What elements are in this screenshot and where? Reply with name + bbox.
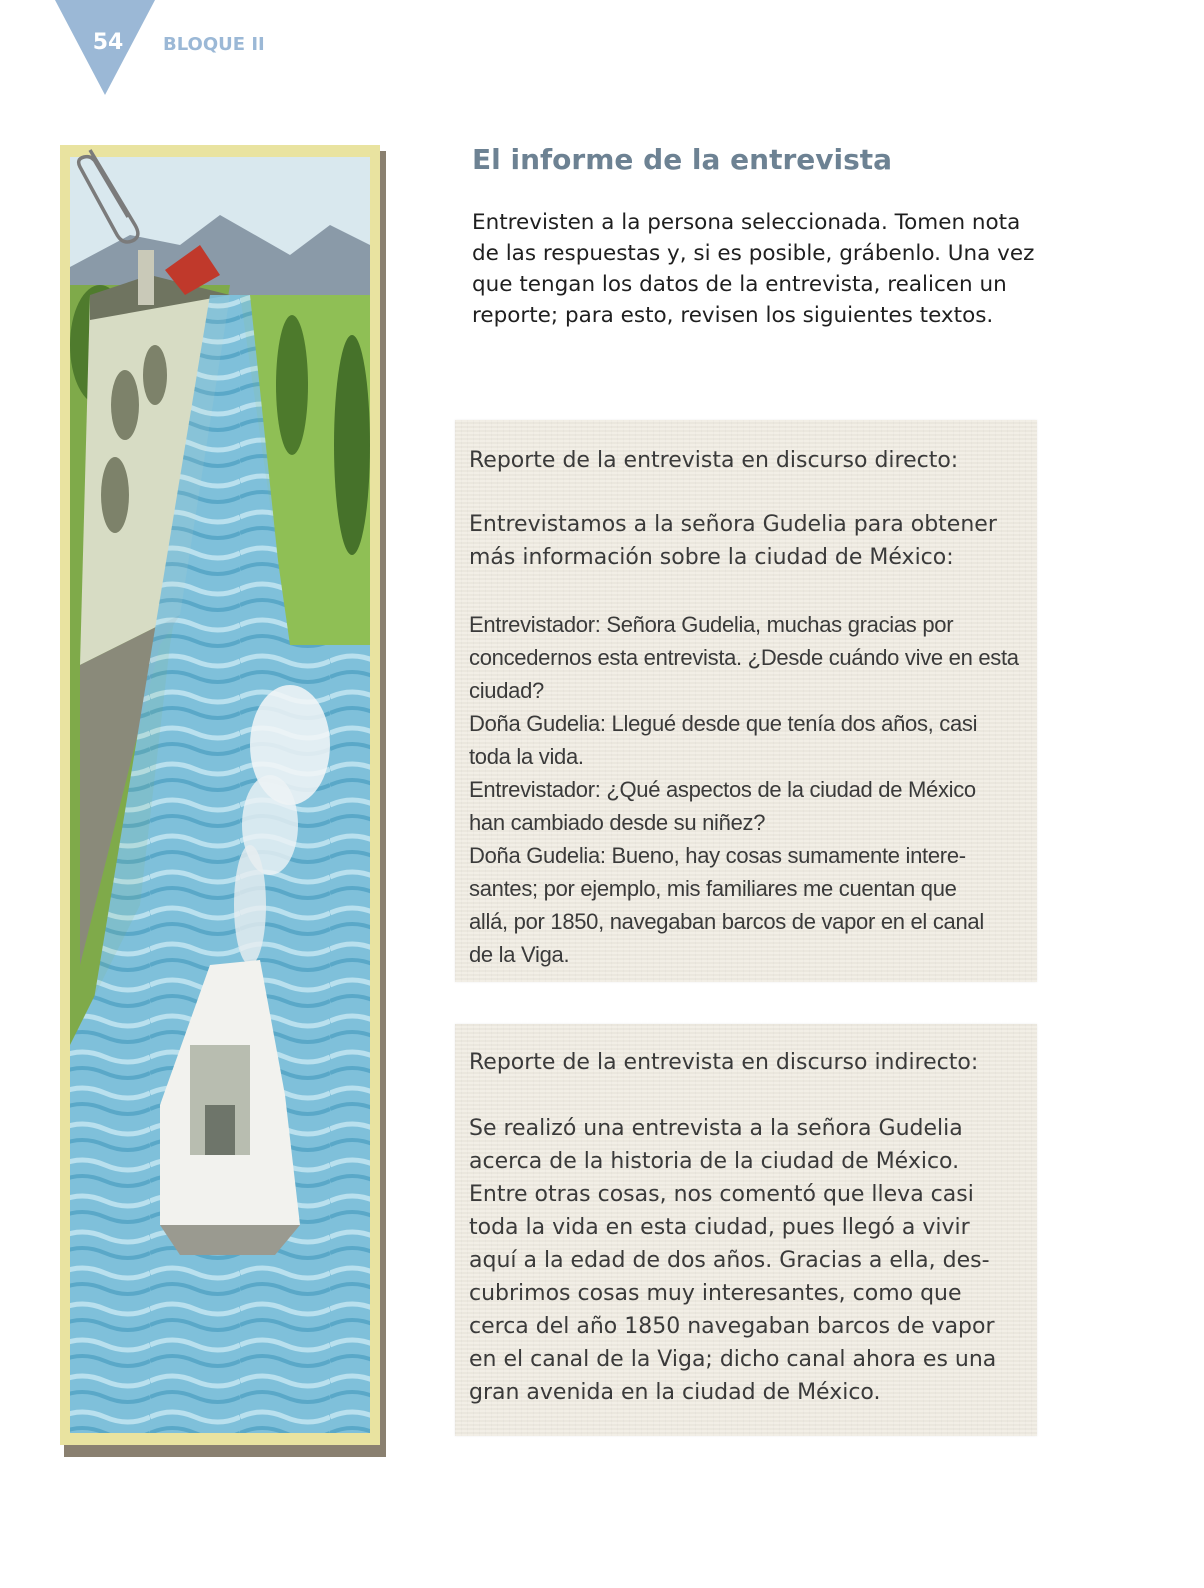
intro-line: reporte; para esto, revisen los siguientes textos. — [472, 303, 994, 328]
header-tab — [0, 0, 170, 100]
body-line: cerca del año 1850 navegaban barcos de vapor — [469, 1314, 995, 1339]
indirect-report-panel — [455, 1024, 1037, 1436]
dialogue-line: Doña Gudelia: Llegué desde que tenía dos años, casi — [469, 711, 978, 736]
body-line: gran avenida en la ciudad de México. — [469, 1380, 881, 1405]
dialogue-line: santes; por ejemplo, mis familiares me cuentan que — [469, 876, 957, 901]
body-line: acerca de la historia de la ciudad de México. — [469, 1149, 960, 1174]
page-number: 54 — [92, 30, 124, 55]
page-title: El informe de la entrevista — [472, 143, 893, 176]
dialogue-line: Doña Gudelia: Bueno, hay cosas sumamente intere- — [469, 843, 966, 868]
intro-line: Entrevisten a la persona seleccionada. Tomen nota — [472, 210, 1021, 235]
dialogue-line: Entrevistador: ¿Qué aspectos de la ciudad de México — [469, 777, 976, 802]
direct-report-dialogue — [469, 608, 1029, 971]
indirect-report-heading: Reporte de la entrevista en discurso indirecto: — [469, 1050, 979, 1075]
dialogue-line: concedernos esta entrevista. ¿Desde cuándo vive en esta — [469, 645, 1019, 670]
direct-report-heading: Reporte de la entrevista en discurso directo: — [469, 448, 959, 473]
direct-report-panel — [455, 420, 1037, 982]
body-line: Entre otras cosas, nos comentó que lleva casi — [469, 1182, 974, 1207]
direct-report-lead — [469, 508, 1029, 574]
body-line: en el canal de la Viga; dicho canal ahora es una — [469, 1347, 997, 1372]
lead-line: Entrevistamos a la señora Gudelia para obtener — [469, 512, 997, 537]
dialogue-line: Entrevistador: Señora Gudelia, muchas gracias por — [469, 612, 954, 637]
dialogue-line: toda la vida. — [469, 744, 584, 769]
body-line: cubrimos cosas muy interesantes, como que — [469, 1281, 962, 1306]
dialogue-line: ciudad? — [469, 678, 544, 703]
dialogue-line: de la Viga. — [469, 942, 570, 967]
body-line: toda la vida en esta ciudad, pues llegó a vivir — [469, 1215, 970, 1240]
lead-line: más información sobre la ciudad de México: — [469, 545, 954, 570]
intro-line: que tengan los datos de la entrevista, realicen un — [472, 272, 1007, 297]
canal-boat-illustration-icon — [60, 145, 400, 1475]
intro-paragraph — [472, 207, 1042, 331]
intro-line: de las respuestas y, si es posible, grábenlo. Una vez — [472, 241, 1035, 266]
body-line: Se realizó una entrevista a la señora Gudelia — [469, 1116, 963, 1141]
indirect-report-body — [469, 1112, 1029, 1409]
section-label: BLOQUE II — [163, 34, 265, 55]
dialogue-line: allá, por 1850, navegaban barcos de vapor en el canal — [469, 909, 984, 934]
body-line: aquí a la edad de dos años. Gracias a ella, des- — [469, 1248, 990, 1273]
dialogue-line: han cambiado desde su niñez? — [469, 810, 766, 835]
